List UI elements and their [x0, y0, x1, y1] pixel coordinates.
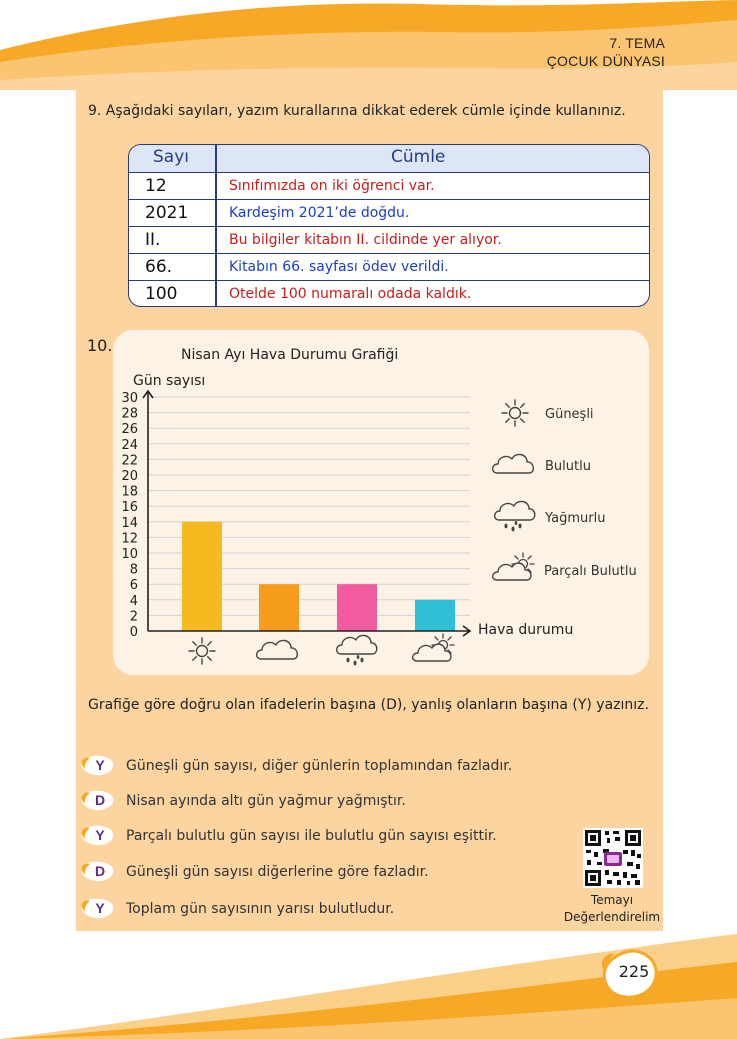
row-sentence: Otelde 100 numaralı odada kaldık.	[229, 286, 472, 302]
y-tick-label: 20	[121, 469, 138, 484]
table-row	[129, 199, 649, 227]
legend-label: Güneşli	[545, 407, 594, 422]
answer-text: Toplam gün sayısının yarısı bulutludur.	[126, 901, 395, 917]
answer-letter: D	[94, 792, 106, 808]
bar-yağmurlu	[337, 584, 377, 631]
column-header-number: Sayı	[153, 147, 189, 167]
legend-label: Yağmurlu	[545, 511, 606, 526]
y-tick-label: 8	[129, 562, 138, 578]
row-sentence: Kitabın 66. sayfası ödev verildi.	[229, 259, 449, 275]
table-row	[129, 226, 649, 254]
y-tick-label: 10	[121, 547, 138, 562]
sun-icon	[189, 638, 215, 664]
rain-cloud-icon	[495, 501, 535, 531]
y-tick-label: 14	[121, 515, 138, 531]
answer-letter: Y	[95, 827, 105, 843]
question-10-number: 10.	[87, 336, 113, 355]
answer-item	[80, 860, 560, 886]
x-axis-label: Hava durumu	[478, 622, 574, 638]
y-tick-label: 12	[121, 531, 138, 547]
legend-label: Parçalı Bulutlu	[544, 564, 637, 579]
cloud-icon	[493, 454, 534, 473]
row-number: 12	[145, 176, 167, 196]
theme-number: 7. TEMA	[609, 35, 665, 51]
table-divider	[215, 145, 217, 306]
y-tick-label: 30	[121, 391, 138, 406]
question-9-text: 9. Aşağıdaki sayıları, yazım kurallarına dikkat ederek cümle içinde kullanınız.	[88, 103, 626, 119]
table-row	[129, 253, 649, 281]
row-number: 2021	[145, 203, 189, 223]
bar-parçalı-bulutlu	[415, 600, 455, 631]
answer-text: Nisan ayında altı gün yağmur yağmıştır.	[126, 793, 406, 809]
row-number: 100	[145, 284, 178, 304]
qr-code-icon[interactable]	[583, 828, 643, 888]
cloud-icon	[257, 640, 298, 659]
partly-cloudy-icon	[493, 553, 534, 580]
sun-icon	[502, 400, 528, 426]
y-tick-label: 26	[121, 422, 138, 438]
legend-label: Bulutlu	[545, 459, 591, 474]
y-tick-label: 0	[129, 625, 138, 640]
theme-label	[547, 34, 665, 70]
partly-cloudy-icon	[413, 634, 454, 661]
answer-text: Parçalı bulutlu gün sayısı ile bulutlu gün sayısı eşittir.	[126, 828, 497, 844]
row-sentence: Sınıfımızda on iki öğrenci var.	[229, 178, 435, 194]
y-tick-label: 28	[121, 406, 138, 422]
y-tick-label: 16	[121, 500, 138, 516]
y-axis-label: Gün sayısı	[133, 373, 206, 389]
weather-bar-chart	[113, 330, 649, 675]
y-tick-label: 2	[129, 609, 138, 625]
answer-text: Güneşli gün sayısı, diğer günlerin toplamından fazladır.	[126, 758, 513, 774]
rain-cloud-icon	[337, 635, 377, 665]
table-row	[129, 173, 649, 200]
y-tick-label: 24	[121, 437, 138, 453]
row-number: 66.	[145, 257, 173, 277]
bar-güneşli	[182, 522, 222, 631]
chart-title: Nisan Ayı Hava Durumu Grafiği	[181, 347, 399, 363]
y-tick-label: 6	[129, 578, 138, 594]
bar-bulutlu	[259, 584, 299, 631]
qr-caption-line2: Değerlendirelim	[563, 910, 661, 924]
y-tick-label: 22	[121, 453, 138, 469]
question-10-instruction: Grafiğe göre doğru olan ifadelerin başına (D), yanlış olanların başına (Y) yazınız.	[88, 697, 649, 713]
theme-title: ÇOCUK DÜNYASI	[546, 53, 665, 69]
table-header	[129, 145, 649, 173]
y-tick-label: 18	[121, 484, 138, 500]
answer-letter: Y	[95, 757, 105, 773]
answer-letter: D	[94, 863, 106, 879]
answer-item	[80, 824, 560, 850]
number-sentence-table	[128, 144, 650, 307]
table-row	[129, 280, 649, 307]
y-tick-label: 4	[129, 593, 138, 609]
answer-item	[80, 754, 560, 780]
row-sentence: Kardeşim 2021’de doğdu.	[229, 205, 410, 221]
page-number: 225	[618, 962, 650, 981]
row-sentence: Bu bilgiler kitabın II. cildinde yer alıyor.	[229, 232, 502, 248]
answer-text: Güneşli gün sayısı diğerlerine göre fazladır.	[126, 864, 429, 880]
qr-caption-line1: Temayı	[590, 893, 634, 907]
row-number: II.	[145, 230, 161, 250]
answer-item	[80, 789, 560, 815]
column-header-sentence: Cümle	[391, 147, 446, 167]
answer-letter: Y	[95, 900, 105, 916]
